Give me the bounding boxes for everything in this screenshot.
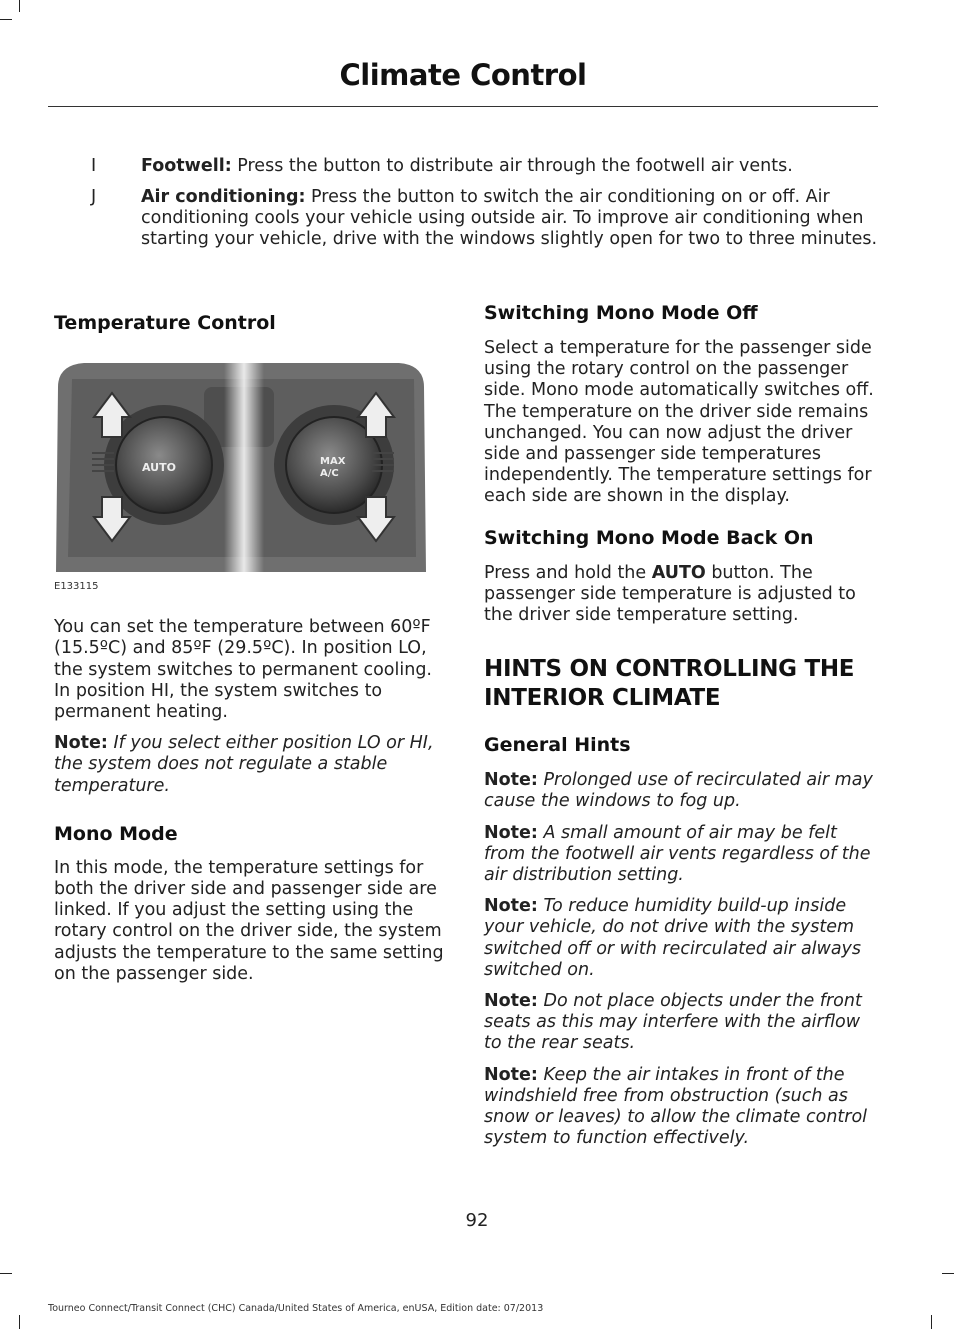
max-ac-button-label-line2: A/C <box>320 468 339 479</box>
note-label: Note: <box>484 822 538 843</box>
hint-note <box>484 770 874 812</box>
left-column <box>54 311 444 985</box>
mono-mode-paragraph: In this mode, the temperature settings for both the driver side and passenger side are linked. If you adjust the setting using the rotary control on the driver side, the system adjusts the temperature to the same setting on the passenger side. <box>54 857 444 984</box>
definition-list <box>88 156 878 260</box>
mono-off-paragraph: Select a temperature for the passenger side using the rotary control on the passenger side. Mono mode automatically switches off. The temperature on the driver side remains unchanged. You can now adjust the driver side and passenger side temperatures independently. The temperature settings for each side are shown in the display. <box>484 338 874 507</box>
hint-note <box>484 991 874 1055</box>
climate-control-figure <box>54 357 429 572</box>
hint-note <box>484 896 874 981</box>
hints-heading: HINTS ON CONTROLLING THE INTERIOR CLIMATE <box>484 656 855 712</box>
note-text: If you select either position LO or HI, the system does not regulate a stable temperature. <box>54 733 434 796</box>
title-rule <box>48 106 878 107</box>
right-column <box>484 301 874 1149</box>
note-text: To reduce humidity build-up inside your vehicle, do not drive with the system switched off or with recirculated air always switched on. <box>484 896 862 980</box>
definition-item <box>88 156 878 177</box>
max-ac-button-label-line1: MAX <box>320 456 346 467</box>
item-key: I <box>91 156 97 176</box>
item-term: Air conditioning: <box>141 187 306 207</box>
definition-item <box>88 187 878 250</box>
note-label: Note: <box>484 896 538 917</box>
crop-mark <box>0 19 12 20</box>
note-label: Note: <box>54 733 108 754</box>
text-segment: Press and hold the <box>484 562 652 583</box>
temperature-control-heading: Temperature Control <box>54 312 276 334</box>
footer-text: Tourneo Connect/Transit Connect (CHC) Canada/United States of America, enUSA, Edition date: 07/2013 <box>48 1303 544 1314</box>
item-term: Footwell: <box>141 156 232 176</box>
mono-on-heading: Switching Mono Mode Back On <box>484 526 814 549</box>
climate-panel-illustration <box>54 357 429 572</box>
figure-id: E133115 <box>54 581 99 592</box>
crop-mark <box>19 1315 20 1329</box>
note-text: Prolonged use of recirculated air may cause the windows to fog up. <box>484 770 873 812</box>
note-label: Note: <box>484 770 538 791</box>
note-text: Do not place objects under the front seats as this may interfere with the airflow to the rear seats. <box>484 991 862 1054</box>
note-label: Note: <box>484 1064 538 1085</box>
auto-keyword: AUTO <box>651 562 706 583</box>
page-title: Climate Control <box>339 58 587 92</box>
note-text: A small amount of air may be felt from the footwell air vents regardless of the air distribution setting. <box>484 822 871 886</box>
item-text: Press the button to distribute air through the footwell air vents. <box>231 156 793 176</box>
crop-mark <box>942 1273 954 1274</box>
hint-note <box>484 1065 874 1150</box>
item-text: Press the button to switch the air conditioning on or off. Air conditioning cools your vehicle using outside air. To improve air conditioning when starting your vehicle, drive with the windows slightly open for two to three minutes. <box>141 187 878 249</box>
mono-mode-heading: Mono Mode <box>54 822 178 845</box>
text-segment: button. The passenger side temperature is adjusted to the driver side temperature setting. <box>484 562 856 626</box>
crop-mark <box>0 1273 12 1274</box>
item-key: J <box>91 187 97 207</box>
hint-note <box>484 823 874 887</box>
temperature-paragraph: You can set the temperature between 60ºF (15.5ºC) and 85ºF (29.5ºC). In position LO, the system switches to permanent cooling. In position HI, the system switches to permanent heating. <box>54 617 432 723</box>
mono-on-paragraph <box>484 563 874 627</box>
crop-mark <box>19 0 20 12</box>
general-hints-heading: General Hints <box>484 734 631 757</box>
note-label: Note: <box>484 991 538 1012</box>
auto-button-label: AUTO <box>142 461 176 474</box>
page-number: 92 <box>465 1210 489 1231</box>
mono-off-heading: Switching Mono Mode Off <box>484 302 758 324</box>
note-text: Keep the air intakes in front of the windshield free from obstruction (such as snow or leaves) to allow the climate control system to function effectively. <box>484 1064 868 1149</box>
crop-mark <box>931 1315 932 1329</box>
temperature-note <box>54 733 444 797</box>
